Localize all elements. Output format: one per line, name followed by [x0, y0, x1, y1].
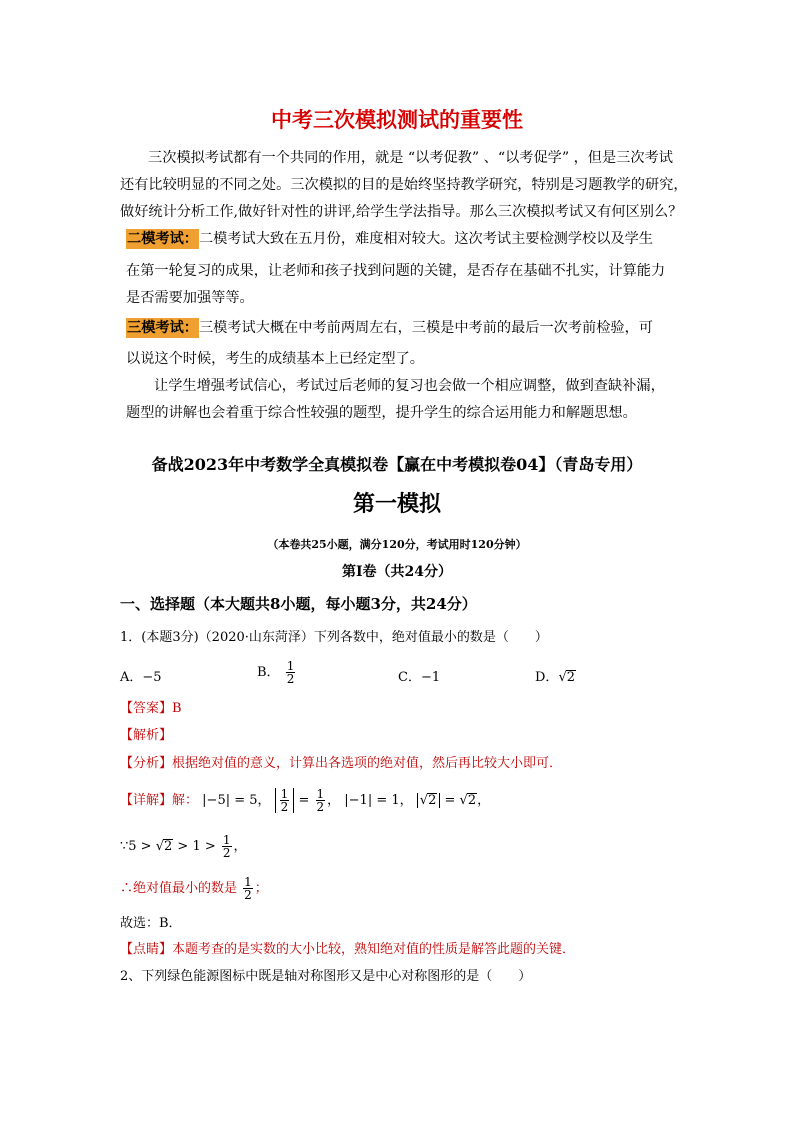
option-d-label: D．	[535, 670, 559, 685]
detail-line: 【详解】解： |−5| = 5， $\frac{1}{2}$ = $\frac{1}{2}$ ， |−1| = 1， √2 = √2，	[120, 787, 491, 814]
exam-header: 备战2023年中考数学全真模拟卷【赢在中考模拟卷04】（青岛专用）	[151, 455, 643, 474]
answer-line	[120, 697, 182, 716]
third-mock-line	[126, 315, 692, 342]
section-heading: 一、选择题（本大题共8小题，每小题3分，共24分）	[120, 595, 477, 613]
option-b-label: B．	[257, 665, 280, 680]
analysis-label: 【解析】	[120, 728, 173, 743]
option-a-value: −5	[142, 670, 162, 685]
third-mock-line: 以说这个时候，考生的成绩基本上已经定型了。	[126, 351, 424, 367]
exam-note: （本卷共25小题，满分120分，考试用时120分钟）	[267, 538, 527, 551]
step-4-eq: =	[444, 793, 456, 808]
fenxi-line	[120, 752, 562, 771]
sqrt-sign-icon: √	[558, 670, 567, 685]
option-c-value: −1	[420, 670, 441, 685]
question-1-stem: 1．(本题3分)（2020·山东菏泽）下列各数中，绝对值最小的数是（ ）	[120, 630, 548, 645]
abs-fraction: $\frac{1}{2}$	[275, 788, 295, 813]
therefore-text: ∴绝对值最小的数是	[120, 881, 238, 896]
option-c	[398, 666, 440, 685]
because-mid: > 1 >	[177, 839, 216, 854]
second-mock-tag: 二模考试：	[127, 231, 198, 247]
second-mock-text: 二模考试大致在五月份，难度相对较大。这次考试主要检测学校以及学生	[198, 231, 653, 247]
second-mock-line	[126, 226, 692, 253]
therefore-line: ∴绝对值最小的数是 $\frac{1}{2}$ ；	[120, 875, 268, 902]
sqrt-two: 2	[164, 839, 173, 854]
abs-sqrt: √2	[417, 793, 441, 808]
intro-paragraph-line: 题型的讲解也会着重于综合性较强的题型，提升学生的综合运用能力和解题思想。	[126, 405, 637, 421]
fenxi-label: 【分析】	[120, 756, 173, 771]
option-c-label: C．	[398, 670, 421, 685]
sqrt-two: 2	[467, 793, 477, 808]
fraction: $\frac{1}{2}$	[222, 833, 231, 860]
option-a	[120, 666, 162, 685]
because-line: ∵5 > √2 > 1 > $\frac{1}{2}$ ，	[120, 833, 247, 860]
fraction: $\frac{1}{2}$	[244, 875, 252, 902]
second-mock-line: 是否需要加强等等。	[126, 290, 254, 306]
dianjing-text: 本题考查的是实数的大小比较，熟知绝对值的性质是解答此题的关键．	[172, 942, 576, 957]
dianjing-line	[120, 938, 575, 957]
fenxi-text: 根据绝对值的意义，计算出各选项的绝对值，然后再比较大小即可．	[172, 756, 563, 771]
dianjing-label: 【点睛】	[120, 942, 173, 957]
intro-paragraph-line: 还有比较明显的不同之处。三次模拟的目的是始终坚持教学研究，特别是习题教学的研究，	[120, 177, 688, 193]
fraction: $\frac{1}{2}$	[286, 659, 295, 686]
detail-prefix: 解：	[172, 793, 199, 808]
step-2-eq: =	[298, 793, 310, 808]
option-b	[257, 660, 297, 685]
intro-paragraph-line: 做好统计分析工作,做好针对性的讲评,给学生学法指导。那么三次模拟考试又有何区别么？	[120, 204, 683, 220]
question-2-stem: 2、下列绿色能源图标中既是轴对称图形又是中心对称图形的是（ ）	[120, 969, 532, 984]
option-d-value: 2	[566, 670, 576, 685]
second-mock-line: 在第一轮复习的成果，让老师和孩子找到问题的关键，是否存在基础不扎实，计算能力	[126, 263, 666, 279]
answer-label: 【答案】	[120, 701, 173, 716]
third-mock-tag: 三模考试：	[127, 320, 198, 336]
because-start: ∵5 >	[120, 839, 152, 854]
answer-value: B	[172, 701, 182, 716]
option-a-label: A．	[120, 670, 143, 685]
exam-volume: 第I卷（共24分）	[341, 564, 453, 580]
choose-line: 故选：B．	[120, 916, 182, 931]
third-mock-text: 三模考试大概在中考前两周左右，三模是中考前的最后一次考前检验，可	[198, 320, 653, 336]
detail-label: 【详解】	[120, 793, 173, 808]
fraction: $\frac{1}{2}$	[316, 787, 325, 814]
intro-paragraph-line: 三次模拟考试都有一个共同的作用，就是 “以考促教” 、“以考促学” ，但是三次考试	[148, 150, 673, 166]
option-d	[535, 666, 576, 685]
exam-title: 第一模拟	[352, 491, 441, 517]
intro-title: 中考三次模拟测试的重要性	[271, 108, 523, 132]
intro-paragraph-line: 让学生增强考试信心，考试过后老师的复习也会做一个相应调整，做到查缺补漏，	[154, 378, 665, 394]
step-3: |−1| = 1，	[344, 793, 413, 808]
step-1: |−5| = 5，	[202, 793, 271, 808]
